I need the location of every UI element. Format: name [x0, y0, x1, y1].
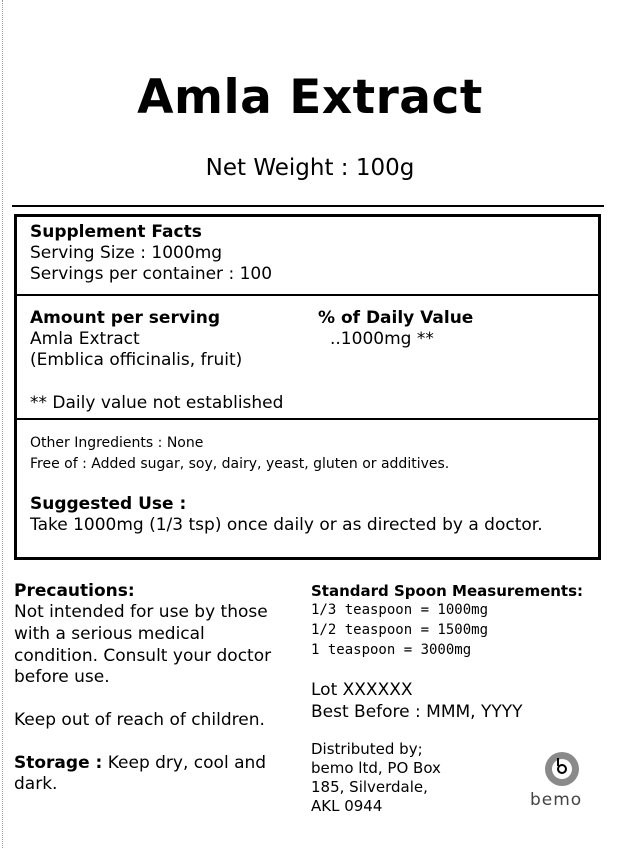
- measurements-heading: Standard Spoon Measurements:: [311, 582, 584, 600]
- distributor-line-2: bemo ltd, PO Box: [311, 759, 441, 777]
- bemo-logo-text: bemo: [530, 790, 583, 810]
- serving-size: Serving Size : 1000mg: [30, 243, 223, 263]
- precautions-line-4: before use.: [14, 667, 110, 687]
- facts-footnote: ** Daily value not established: [30, 393, 284, 413]
- distributor-line-3: 185, Silverdale,: [311, 778, 428, 796]
- precautions-line-3: condition. Consult your doctor: [14, 646, 272, 666]
- precautions-line-1: Not intended for use by those: [14, 602, 268, 622]
- facts-divider-2: [17, 418, 598, 420]
- net-weight: Net Weight : 100g: [205, 155, 415, 181]
- other-ingredients: Other Ingredients : None: [30, 435, 204, 451]
- bemo-logo-icon: [545, 752, 579, 786]
- best-before: Best Before : MMM, YYYY: [311, 702, 523, 722]
- facts-heading: Supplement Facts: [30, 222, 202, 242]
- ingredient-name: Amla Extract: [30, 329, 140, 349]
- precautions-line-2: with a serious medical: [14, 624, 205, 644]
- facts-divider-1: [17, 294, 598, 296]
- children-warning: Keep out of reach of children.: [14, 710, 265, 730]
- suggested-use-text: Take 1000mg (1/3 tsp) once daily or as directed by a doctor.: [30, 515, 543, 535]
- header-divider: [12, 205, 604, 207]
- dv-heading: % of Daily Value: [318, 308, 474, 328]
- storage-label: Storage :: [14, 753, 103, 773]
- ingredient-amount: ..1000mg **: [330, 329, 434, 349]
- lot-number: Lot XXXXXX: [311, 680, 413, 700]
- suggested-use-heading: Suggested Use :: [30, 494, 187, 514]
- free-of: Free of : Added sugar, soy, dairy, yeast, gluten or additives.: [30, 456, 450, 472]
- precautions-heading: Precautions:: [14, 581, 135, 601]
- amount-heading: Amount per serving: [30, 308, 221, 328]
- storage-text: Keep dry, cool and: [102, 753, 267, 773]
- servings-per-container: Servings per container : 100: [30, 264, 273, 284]
- distributor-line-4: AKL 0944: [311, 797, 383, 815]
- distributor-line-1: Distributed by;: [311, 740, 423, 758]
- product-title: Amla Extract: [137, 70, 483, 125]
- storage-line-2: dark.: [14, 774, 58, 794]
- measurement-row-1: 1/3 teaspoon = 1000mg: [311, 602, 489, 618]
- supplement-facts-panel: [14, 214, 601, 560]
- measurement-row-2: 1/2 teaspoon = 1500mg: [311, 622, 489, 638]
- storage-line-1: [14, 753, 266, 773]
- ingredient-source: (Emblica officinalis, fruit): [30, 350, 243, 370]
- page-edge: [2, 0, 3, 848]
- measurement-row-3: 1 teaspoon = 3000mg: [311, 642, 472, 658]
